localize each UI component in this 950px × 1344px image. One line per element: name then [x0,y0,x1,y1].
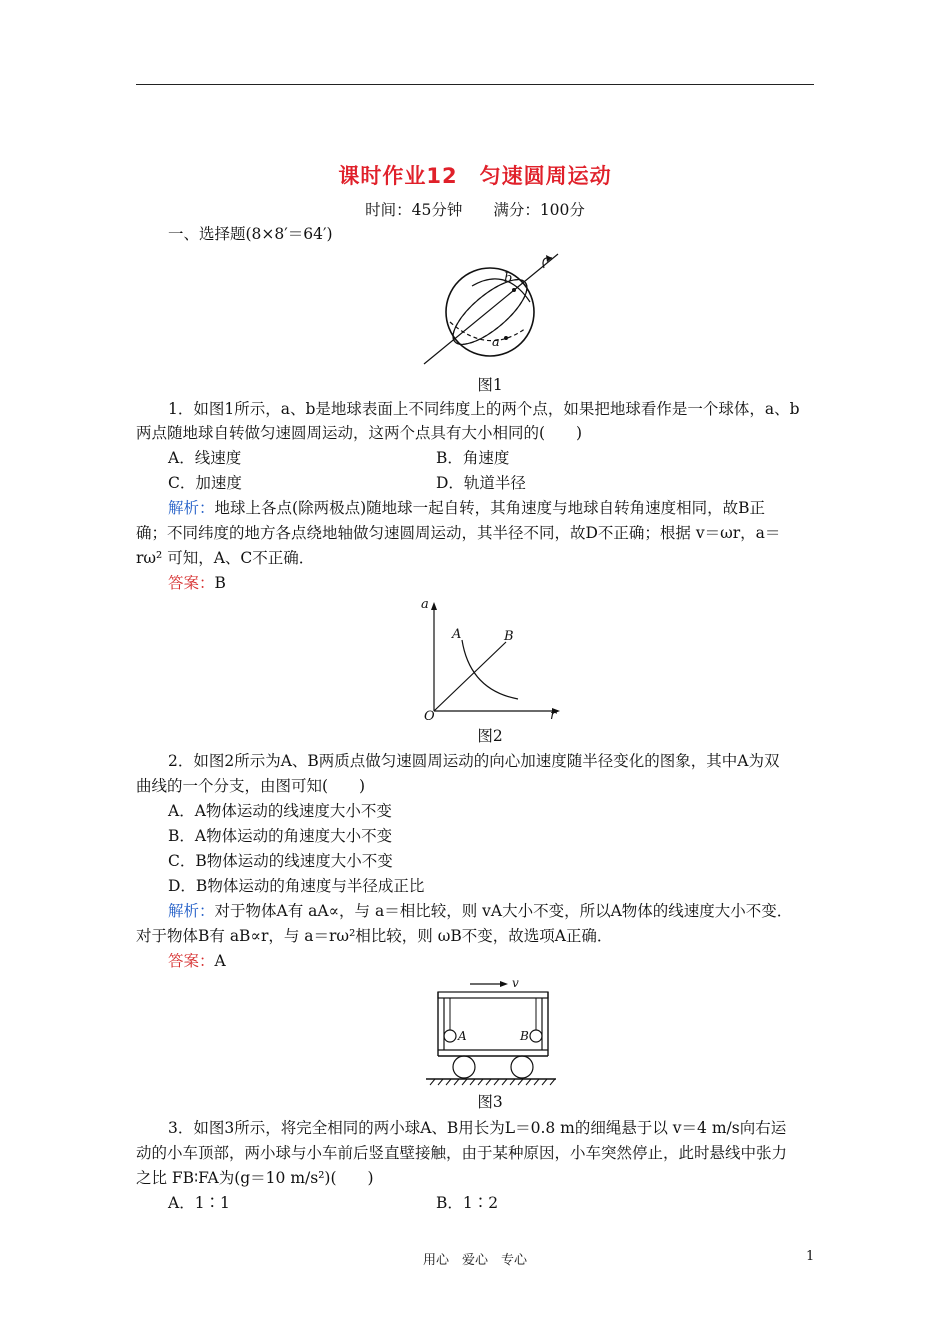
q1-option-d: D．轨道半径 [436,474,526,492]
q2-analysis-label: 解析： [168,902,215,920]
q1-answer-label: 答案： [168,574,215,592]
q1-option-a: A．线速度 [168,449,242,467]
q1-stem-line1: 1．如图1所示，a、b是地球表面上不同纬度上的两个点，如果把地球看作是一个球体，a、b [168,400,800,418]
q2-answer: A [214,952,226,970]
q3-stem-line2: 动的小车顶部，两小球与小车前后竖直壁接触，由于某种原因，小车突然停止，此时悬线中张力 [136,1144,788,1162]
fig2-axis-y: a [421,597,429,612]
q2-option-a: A．A物体运动的线速度大小不变 [168,802,392,820]
q2-option-c: C．B物体运动的线速度大小不变 [168,852,393,870]
fig2-axis-x: r [550,708,557,720]
fig3-ball-a: A [458,1029,467,1043]
q3-option-b: B．1∶2 [436,1194,499,1212]
q3-stem-line1: 3．如图3所示，将完全相同的两小球A、B用长为L＝0.8 m的细绳悬于以 v＝4 m/s向右运 [168,1119,787,1137]
fig1-label-a: a [492,335,500,350]
q1-stem-line2: 两点随地球自转做匀速圆周运动，这两个点具有大小相同的( ) [136,424,583,442]
q1-analysis-line2: 确；不同纬度的地方各点绕地轴做匀速圆周运动，其半径不同，故D不正确；根据 v＝ωr，a＝ [136,524,781,542]
q1-answer: B [214,574,226,592]
figure-3-cart [420,974,560,1086]
fig2-curve-a: A [452,627,462,642]
figure-1-globe [410,246,570,370]
q2-analysis-line2: 对于物体B有 aB∝r，与 a＝rω²相比较，则 ωB不变，故选项A正确． [136,927,613,945]
fig1-label-b: b [504,271,513,286]
figure-3-caption: 图3 [477,1093,503,1111]
figure-2-caption: 图2 [477,727,503,745]
q3-stem-line3: 之比 FB∶FA为(g＝10 m/s²)( ) [136,1169,374,1187]
footer-motto: 用心 爱心 专心 [422,1253,527,1268]
figure-1-caption: 图1 [477,376,503,394]
q2-option-d: D．B物体运动的角速度与半径成正比 [168,877,425,895]
q1-option-b: B．角速度 [436,449,510,467]
q2-stem-line1: 2．如图2所示为A、B两质点做匀速圆周运动的向心加速度随半径变化的图象，其中A为双 [168,752,780,770]
exam-info: 时间：45分钟 满分：100分 [365,201,585,219]
q2-answer-label: 答案： [168,952,215,970]
fig3-velocity: v [512,976,519,990]
q3-option-a: A．1∶1 [168,1194,230,1212]
page-title: 课时作业12 匀速圆周运动 [338,164,612,188]
q2-option-b: B．A物体运动的角速度大小不变 [168,827,393,845]
q1-option-c: C．加速度 [168,474,242,492]
q1-analysis-line1: 地球上各点(除两极点)随地球一起自转，其角速度与地球自转角速度相同，故B正 [214,499,766,517]
page-number: 1 [806,1249,815,1264]
header-rule [136,84,814,85]
section-heading: 一、选择题(8×8′＝64′) [168,225,333,243]
figure-2-graph [418,596,566,720]
q1-analysis-label: 解析： [168,499,215,517]
q1-analysis-line3: rω² 可知，A、C不正确． [136,549,315,567]
fig2-curve-b: B [504,629,514,644]
q2-stem-line2: 曲线的一个分支，由图可知( ) [136,777,366,795]
fig2-origin: O [424,709,435,720]
fig3-ball-b: B [520,1029,529,1043]
q2-analysis-line1: 对于物体A有 aA∝，与 a＝相比较，则 vA大小不变，所以A物体的线速度大小不变． [214,902,793,920]
